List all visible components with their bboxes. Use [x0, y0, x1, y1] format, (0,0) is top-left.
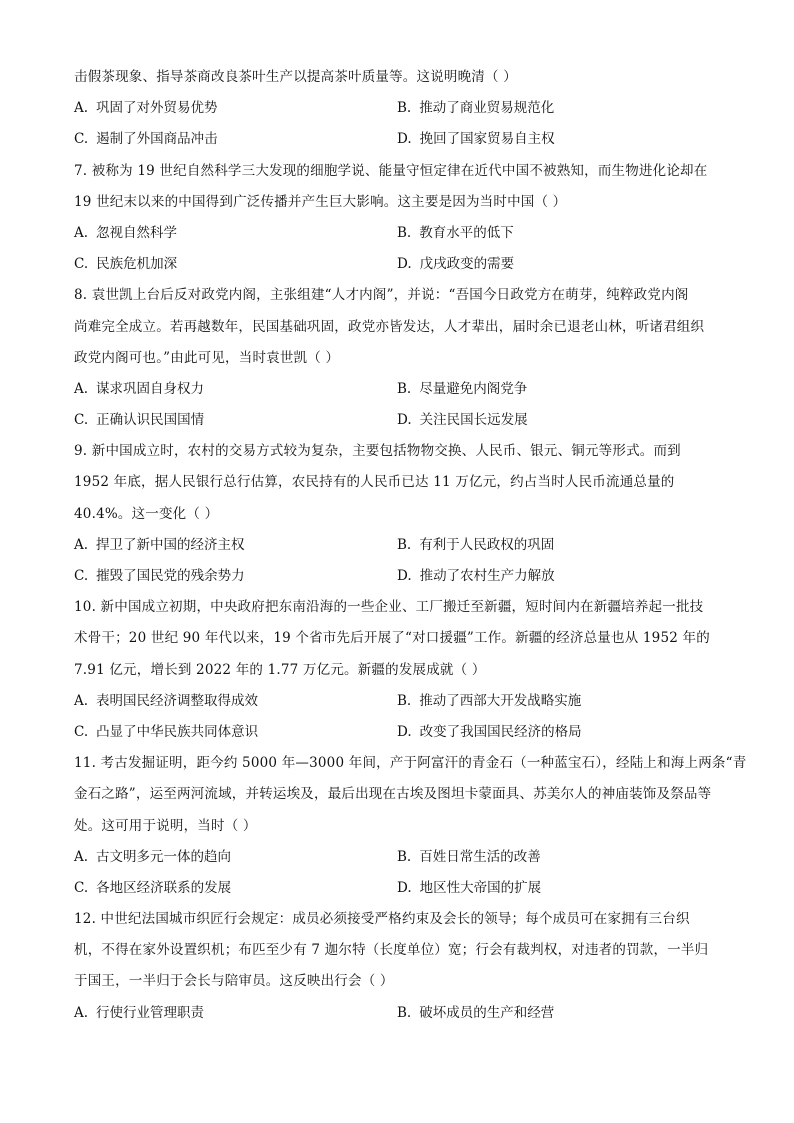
option-key: C.	[74, 568, 89, 584]
q10-option-a[interactable]	[74, 686, 397, 717]
q10-stem-line-2: 术骨干；20 世纪 90 年代以来，19 个省市先后开展了“对口援疆”工作。新疆的经济总量也从 1952 年的	[74, 630, 710, 647]
option-text: 地区性大帝国的扩展	[419, 879, 542, 896]
option-key: A.	[74, 848, 89, 865]
q6-option-b[interactable]	[397, 93, 720, 124]
option-text: 推动了西部大开发战略实施	[419, 692, 582, 709]
option-text: 各地区经济联系的发展	[96, 879, 232, 896]
option-text: 遏制了外国商品冲击	[96, 131, 218, 148]
option-text: 正确认识民国国情	[96, 412, 205, 429]
q12-option-b[interactable]	[397, 998, 720, 1029]
option-text: 凸显了中华民族共同体意识	[96, 723, 259, 740]
q11-option-c[interactable]	[74, 873, 397, 904]
option-key: D.	[397, 412, 412, 429]
option-key: A.	[74, 380, 89, 397]
q9-options-row-2	[74, 561, 734, 592]
option-key: C.	[74, 131, 89, 148]
option-text: 古文明多元一体的趋向	[96, 848, 232, 865]
q9-option-c[interactable]	[74, 561, 397, 592]
option-text: 尽量避免内阁党争	[419, 380, 528, 397]
exam-page	[74, 62, 747, 1029]
q9-option-d[interactable]	[397, 561, 720, 592]
option-key: D.	[397, 256, 412, 273]
option-key: C.	[74, 723, 89, 740]
q9-option-a[interactable]	[74, 530, 397, 561]
q6-options-row-2	[74, 124, 734, 155]
q8-stem-line-2: 尚难完全成立。若再越数年，民国基础巩固，政党亦皆发达，人才辈出，届时余已退老山林，听诸君组织	[74, 318, 705, 335]
q9-stem-line-1: 9. 新中国成立时，农村的交易方式较为复杂，主要包括物物交换、人民币、银元、铜元等形式。而到	[74, 443, 681, 460]
q7-stem-line-1: 7. 被称为 19 世纪自然科学三大发现的细胞学说、能量守恒定律在近代中国不被熟知，而生物进化论却在	[74, 162, 708, 179]
q6-options-row-1	[74, 93, 734, 124]
q6-stem-tail: 击假茶现象、指导茶商改良茶叶生产以提高茶叶质量等。这说明晚清（ ）	[74, 69, 517, 85]
option-key: C.	[74, 879, 89, 896]
option-text: 改变了我国国民经济的格局	[419, 723, 582, 740]
q10-options-row-1	[74, 686, 734, 717]
option-text: 戊戌政变的需要	[419, 256, 515, 273]
option-text: 忽视自然科学	[96, 224, 178, 241]
q8-stem-line-1: 8. 袁世凯上台后反对政党内阁，主张组建“人才内阁”，并说：“吾国今日政党方在萌芽，纯粹政党内阁	[74, 287, 689, 304]
option-key: D.	[397, 568, 412, 584]
q7-option-a[interactable]	[74, 218, 397, 249]
q12-stem-line-3: 于国王，一半归于会长与陪审员。这反映出行会（ ）	[74, 973, 394, 990]
q8-option-b[interactable]	[397, 374, 720, 405]
q11-options-row-1	[74, 842, 734, 873]
option-text: 有利于人民政权的巩固	[419, 536, 555, 553]
option-text: 捍卫了新中国的经济主权	[96, 536, 245, 553]
q8-option-c[interactable]	[74, 405, 397, 436]
option-text: 百姓日常生活的改善	[419, 848, 541, 865]
option-key: C.	[74, 412, 89, 429]
option-text: 摧毁了国民党的残余势力	[96, 568, 245, 584]
q10-option-b[interactable]	[397, 686, 720, 717]
q11-stem-line-1: 11. 考古发掘证明，距今约 5000 年—3000 年间，产于阿富汗的青金石（一种蓝宝石），经陆上和海上两条“青	[74, 755, 747, 772]
option-key: C.	[74, 256, 89, 273]
option-text: 民族危机加深	[96, 256, 178, 273]
q10-options-row-2	[74, 717, 734, 748]
option-text: 教育水平的低下	[419, 224, 514, 241]
option-text: 巩固了对外贸易优势	[96, 100, 218, 117]
q9-option-b[interactable]	[397, 530, 720, 561]
q8-options-row-2	[74, 405, 734, 436]
option-text: 推动了农村生产力解放	[419, 568, 555, 584]
q8-options-row-1	[74, 374, 734, 405]
q12-options-row-1	[74, 998, 734, 1029]
q11-option-d[interactable]	[397, 873, 720, 904]
option-text: 谋求巩固自身权力	[96, 380, 205, 397]
option-key: A.	[74, 692, 89, 709]
option-key: A.	[74, 224, 89, 241]
q12-stem-line-1: 12. 中世纪法国城市织匠行会规定：成员必须接受严格约束及会长的领导；每个成员可在家拥有三台织	[74, 911, 690, 928]
option-key: B.	[397, 224, 412, 241]
option-key: A.	[74, 100, 89, 117]
option-key: D.	[397, 131, 412, 148]
q11-options-row-2	[74, 873, 734, 904]
option-key: B.	[397, 848, 412, 865]
q10-stem-line-3: 7.91 亿元，增长到 2022 年的 1.77 万亿元。新疆的发展成就（ ）	[74, 661, 486, 678]
q7-option-d[interactable]	[397, 249, 720, 280]
q6-option-a[interactable]	[74, 93, 397, 124]
option-text: 表明国民经济调整取得成效	[96, 692, 259, 709]
option-key: B.	[397, 1004, 412, 1021]
q11-option-a[interactable]	[74, 842, 397, 873]
q11-stem-line-2: 金石之路”，运至两河流域，并转运埃及，最后出现在古埃及图坦卡蒙面具、苏美尔人的神庙装饰及祭品等	[74, 786, 712, 803]
q8-stem-line-3: 政党内阁可也。”由此可见，当时袁世凯（ ）	[74, 349, 340, 366]
q9-options-row-1	[74, 530, 734, 561]
q11-option-b[interactable]	[397, 842, 720, 873]
q6-option-d[interactable]	[397, 124, 720, 155]
option-text: 关注民国长远发展	[419, 412, 528, 429]
q7-option-c[interactable]	[74, 249, 397, 280]
q12-option-a[interactable]	[74, 998, 397, 1029]
option-key: B.	[397, 100, 412, 117]
q9-stem-line-3: 40.4%。这一变化（ ）	[74, 505, 219, 522]
q10-stem-line-1: 10. 新中国成立初期，中央政府把东南沿海的一些企业、工厂搬迁至新疆，短时间内在新疆培养起一批技	[74, 599, 704, 616]
q12-stem-line-2: 机，不得在家外设置织机；布匹至少有 7 迦尔特（长度单位）宽；行会有裁判权，对违者的罚款，一半归	[74, 942, 709, 959]
option-key: A.	[74, 1004, 89, 1021]
option-key: D.	[397, 879, 412, 896]
q10-option-c[interactable]	[74, 717, 397, 748]
q7-stem-line-2: 19 世纪末以来的中国得到广泛传播并产生巨大影响。这主要是因为当时中国（ ）	[74, 193, 567, 210]
option-text: 推动了商业贸易规范化	[419, 100, 555, 117]
option-key: B.	[397, 380, 412, 397]
option-key: B.	[397, 536, 412, 553]
option-text: 行使行业管理职责	[96, 1004, 205, 1021]
q8-option-a[interactable]	[74, 374, 397, 405]
option-key: D.	[397, 723, 412, 740]
option-key: B.	[397, 692, 412, 709]
q11-stem-line-3: 处。这可用于说明，当时（ ）	[74, 817, 257, 834]
option-key: A.	[74, 536, 89, 553]
option-text: 破坏成员的生产和经营	[419, 1004, 555, 1021]
option-text: 挽回了国家贸易自主权	[419, 131, 555, 148]
q9-stem-line-2: 1952 年底，据人民银行总行估算，农民持有的人民币已达 11 万亿元，约占当时人民币流通总量的	[74, 474, 675, 491]
q7-options-row-2	[74, 249, 734, 280]
q7-option-b[interactable]	[397, 218, 720, 249]
q8-option-d[interactable]	[397, 405, 720, 436]
q6-option-c[interactable]	[74, 124, 397, 155]
q7-options-row-1	[74, 218, 734, 249]
q10-option-d[interactable]	[397, 717, 720, 748]
